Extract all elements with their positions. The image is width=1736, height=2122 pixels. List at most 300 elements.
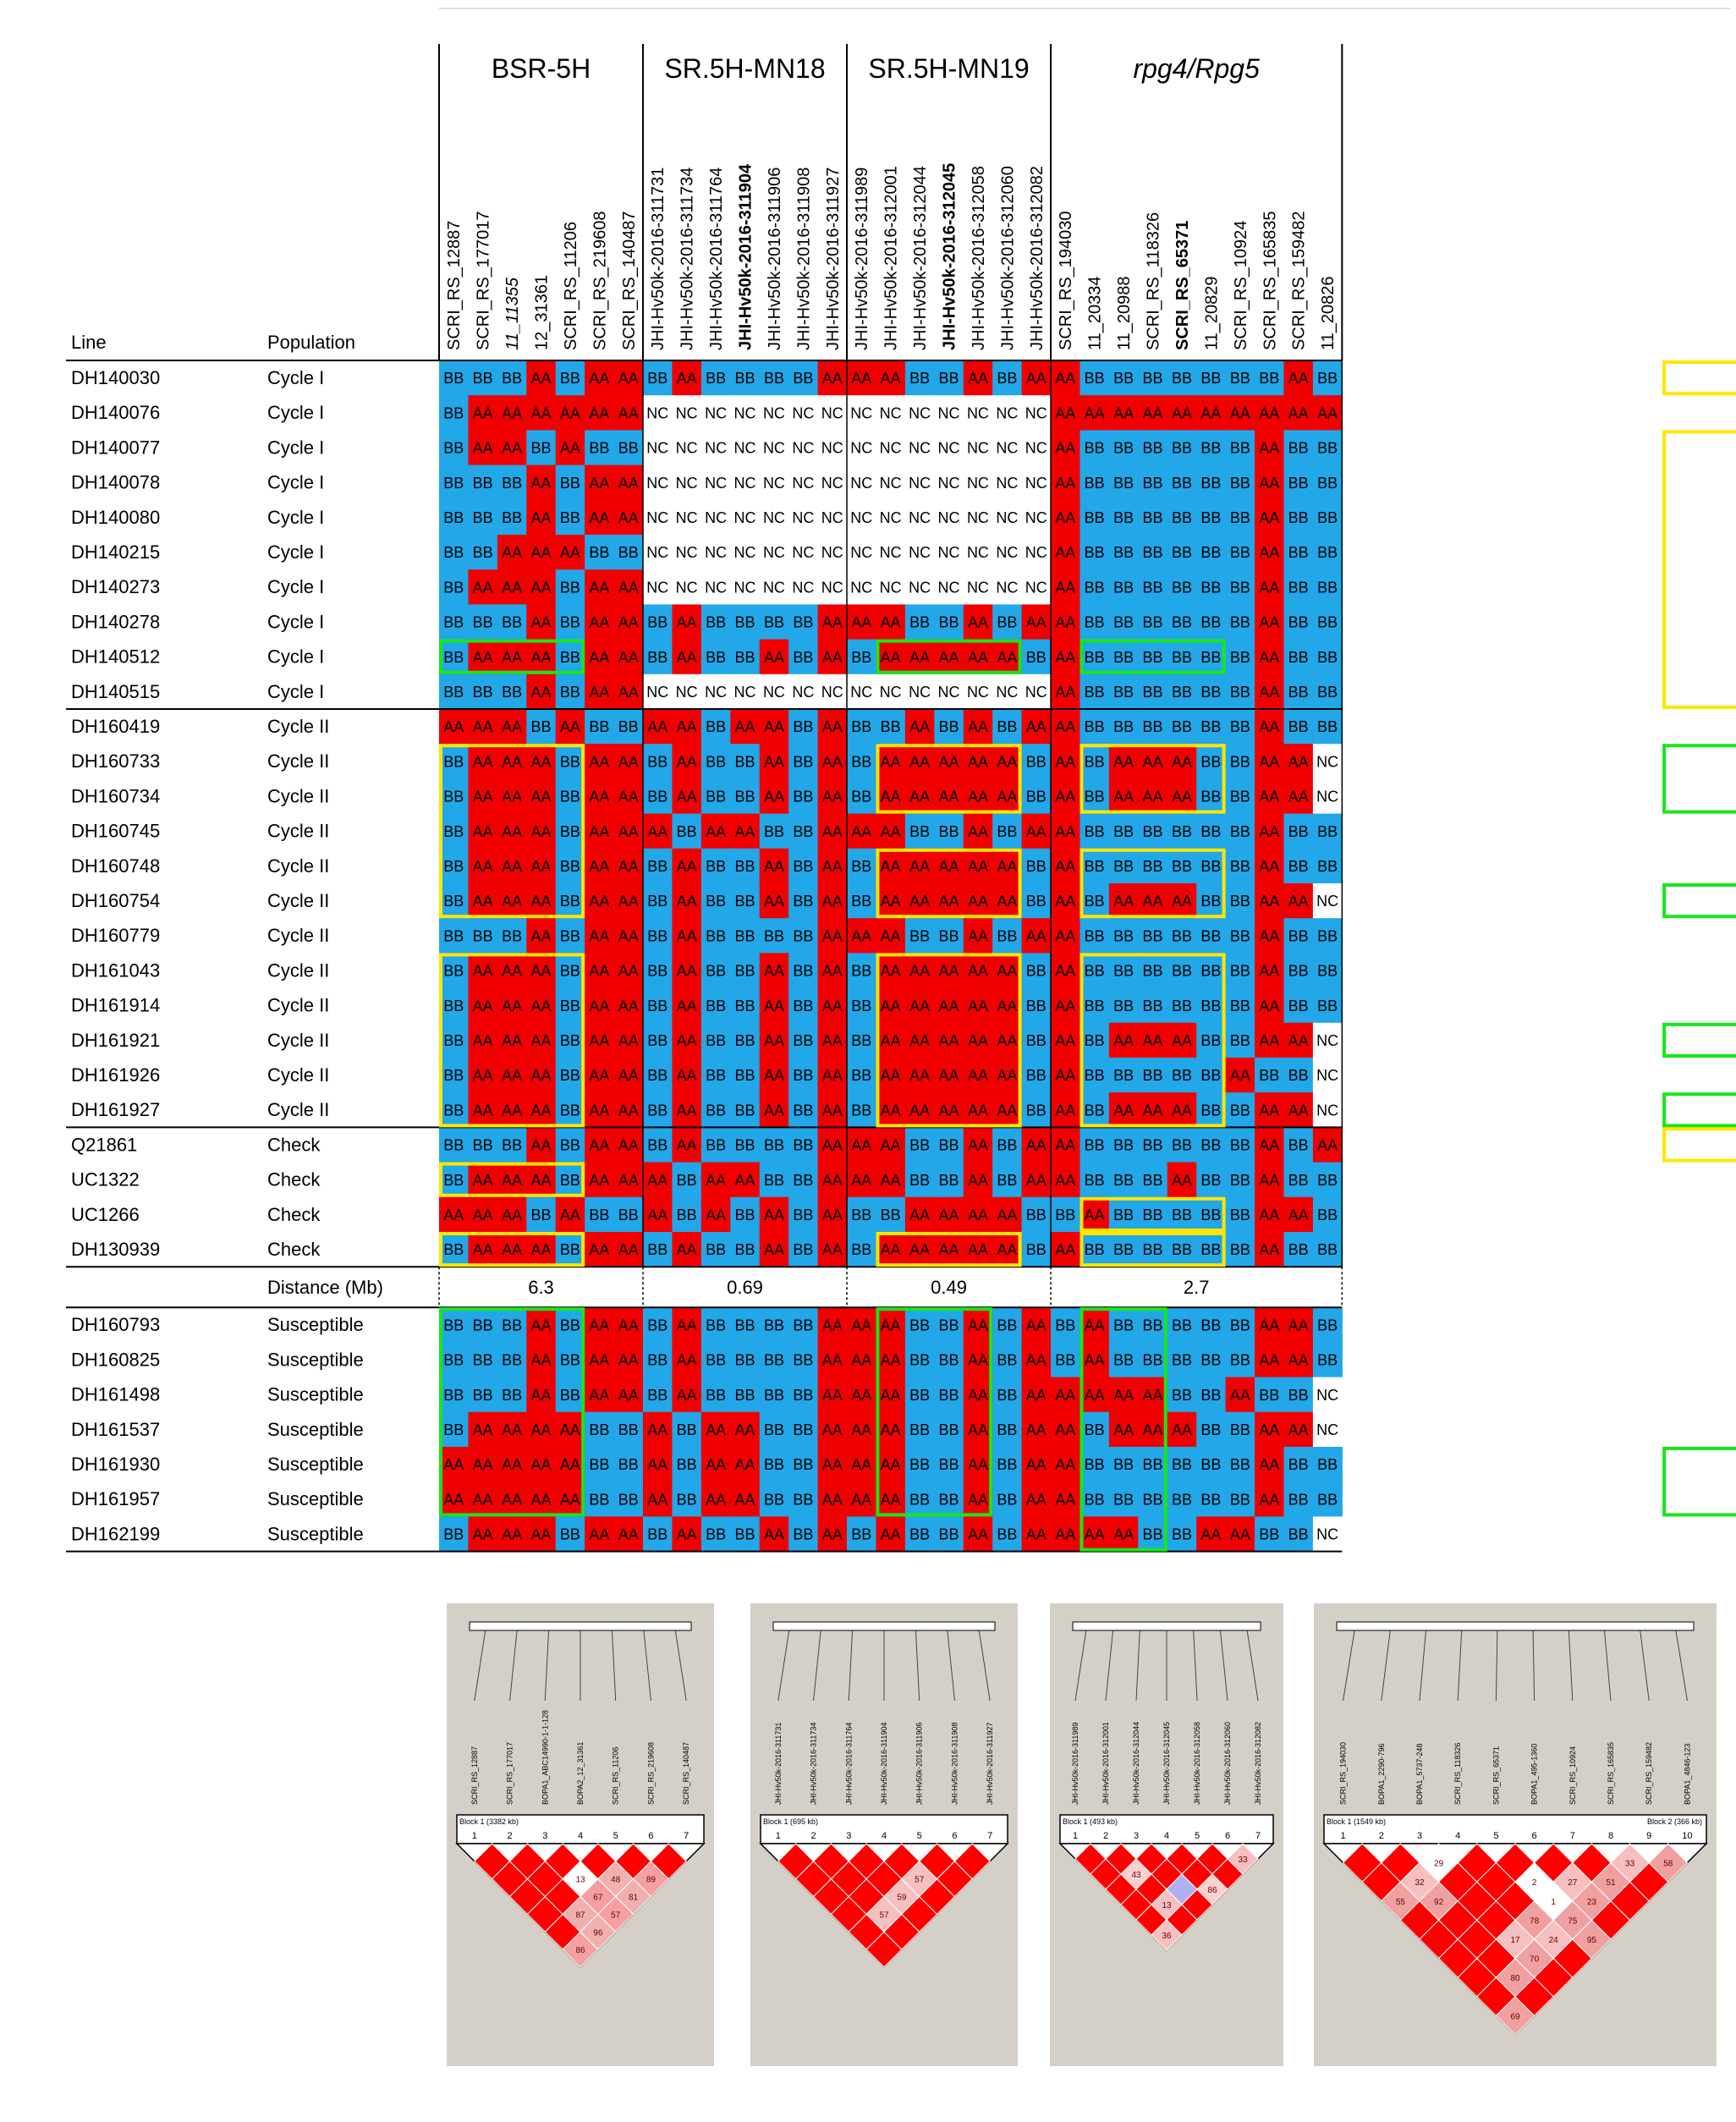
genotype-label: BB (793, 927, 814, 945)
genotype-label: AA (1055, 857, 1076, 875)
genotype-label: AA (530, 370, 552, 388)
rpg-ld-index: 7 (1569, 1831, 1575, 1841)
genotype-label: AA (618, 962, 639, 980)
genotype-label: BB (1171, 1351, 1192, 1369)
genotype-label: BB (734, 788, 755, 805)
genotype-label: BB (1113, 370, 1134, 388)
genotype-label: AA (821, 1206, 843, 1223)
genotype-label: BB (909, 822, 931, 840)
genotype-label: AA (1055, 718, 1076, 736)
genotype-label: AA (618, 648, 639, 666)
mn19-ld-tick (1106, 1630, 1113, 1701)
genotype-label: AA (851, 1136, 872, 1154)
genotype-label: AA (967, 788, 988, 805)
line-name: DH160793 (71, 1314, 161, 1336)
genotype-label: AA (1055, 1241, 1076, 1259)
genotype-label: AA (1113, 788, 1134, 805)
genotype-label: BB (1113, 579, 1134, 596)
genotype-label: AA (589, 1317, 610, 1334)
genotype-label: BB (1142, 1171, 1163, 1189)
population-name: Cycle II (267, 820, 330, 842)
genotype-label: AA (1259, 1456, 1280, 1474)
marker-label: JHI-Hv50k-2016-311989 (853, 167, 872, 350)
genotype-label: BB (938, 1171, 959, 1189)
rpg-ld-index: 4 (1455, 1831, 1461, 1841)
genotype-label: AA (909, 893, 931, 910)
genotype-label: BB (1084, 579, 1105, 596)
genotype-label: BB (793, 613, 814, 631)
genotype-label: BB (997, 1456, 1018, 1474)
genotype-label: AA (676, 927, 697, 945)
genotype-label: BB (676, 1171, 697, 1189)
rpg-ld-ld-value: 32 (1415, 1878, 1425, 1888)
genotype-label: AA (1288, 1031, 1309, 1049)
genotype-label: AA (909, 1067, 931, 1085)
genotype-label: AA (1259, 1206, 1280, 1223)
line-name: DH160745 (71, 820, 161, 842)
genotype-label: NC (792, 579, 815, 596)
genotype-label: BB (1084, 683, 1105, 701)
genotype-label: AA (589, 1102, 610, 1119)
genotype-label: AA (530, 1136, 552, 1154)
genotype-label: AA (472, 1171, 493, 1189)
genotype-label: AA (1055, 1386, 1076, 1404)
genotype-label: AA (1055, 474, 1076, 492)
genotype-label: AA (1055, 822, 1076, 840)
genotype-label: NC (705, 474, 728, 492)
genotype-label: BB (1113, 962, 1134, 980)
genotype-label: BB (1084, 997, 1105, 1014)
genotype-label: AA (530, 1317, 552, 1334)
genotype-label: BB (793, 1031, 814, 1049)
bsr5h-ld-ld-value: 81 (629, 1893, 639, 1903)
genotype-label: NC (733, 404, 756, 422)
genotype-label: NC (996, 579, 1019, 596)
genotype-label: BB (502, 474, 523, 492)
genotype-label: BB (1288, 927, 1309, 945)
rpg-ld-marker: BOPA1_4846-123 (1683, 1743, 1692, 1805)
genotype-label: NC (996, 544, 1019, 562)
bsr5h-ld-tick (475, 1630, 486, 1701)
bsr5h-ld-marker: SCRI_RS_219608 (646, 1741, 656, 1805)
genotype-label: AA (997, 857, 1018, 875)
bsr5h-ld-tick (612, 1630, 615, 1701)
genotype-label: BB (1142, 822, 1163, 840)
genotype-label: AA (1055, 648, 1076, 666)
genotype-label: NC (705, 544, 728, 562)
genotype-label: BB (706, 997, 727, 1014)
line-name: DH161927 (71, 1099, 161, 1121)
genotype-label: BB (1084, 718, 1105, 736)
genotype-label: NC (1025, 579, 1047, 596)
genotype-label: AA (967, 1317, 988, 1334)
line-name: DH161537 (71, 1418, 161, 1440)
genotype-label: BB (618, 1206, 639, 1223)
genotype-label: AA (1259, 509, 1280, 526)
genotype-label: AA (1200, 404, 1222, 422)
genotype-label: BB (502, 1386, 523, 1404)
genotype-label: NC (996, 439, 1019, 457)
line-name: DH160779 (71, 925, 161, 947)
genotype-label: BB (559, 1351, 580, 1369)
genotype-label: BB (443, 1171, 464, 1189)
genotype-label: AA (530, 1031, 552, 1049)
genotype-label: AA (530, 1386, 552, 1404)
population-heading: Population (267, 332, 355, 353)
genotype-label: BB (618, 544, 639, 562)
genotype-label: AA (1259, 718, 1280, 736)
genotype-label: AA (1259, 1102, 1280, 1119)
genotype-label: BB (1200, 1456, 1222, 1474)
genotype-label: BB (1229, 962, 1250, 980)
genotype-label: BB (1084, 1421, 1105, 1438)
rpg-ld-marker: BOPA1_2290-796 (1376, 1743, 1386, 1805)
genotype-label: AA (734, 1491, 755, 1509)
genotype-label: AA (530, 579, 552, 596)
genotype-label: AA (1025, 1136, 1047, 1154)
genotype-label: AA (502, 753, 523, 771)
genotype-label: BB (559, 648, 580, 666)
genotype-label: NC (909, 579, 931, 596)
genotype-label: BB (559, 1241, 580, 1259)
mn19-ld-index: 3 (1133, 1831, 1140, 1841)
genotype-label: BB (1259, 1386, 1280, 1404)
genotype-label: BB (1317, 962, 1338, 980)
genotype-label: AA (1259, 613, 1280, 631)
genotype-label: BB (706, 753, 727, 771)
rpg-ld-marker: BOPA1_5737-248 (1415, 1743, 1424, 1805)
genotype-label: AA (763, 857, 784, 875)
genotype-label: BB (1317, 1206, 1338, 1223)
genotype-label: BB (1288, 439, 1309, 457)
genotype-label: AA (880, 1102, 901, 1119)
genotype-label: AA (1259, 683, 1280, 701)
genotype-label: BB (763, 822, 784, 840)
marker-label: SCRI_RS_12887 (445, 220, 464, 350)
genotype-label: BB (1229, 1421, 1250, 1438)
genotype-label: AA (559, 718, 580, 736)
genotype-label: AA (1288, 370, 1309, 388)
genotype-label: BB (1113, 927, 1134, 945)
genotype-label: AA (1113, 1102, 1134, 1119)
genotype-label: BB (1288, 1386, 1309, 1404)
genotype-label: BB (734, 1136, 755, 1154)
genotype-label: BB (618, 1456, 639, 1474)
genotype-label: AA (1142, 404, 1163, 422)
genotype-label: AA (1055, 509, 1076, 526)
genotype-label: AA (997, 962, 1018, 980)
marker-label: SCRI_RS_118326 (1144, 212, 1163, 350)
genotype-label: AA (967, 1456, 988, 1474)
genotype-label: NC (733, 579, 756, 596)
genotype-label: BB (706, 1526, 727, 1543)
genotype-label: AA (997, 788, 1018, 805)
haplotype-highlight (1664, 1129, 1736, 1160)
genotype-label: NC (705, 509, 728, 526)
genotype-label: AA (1259, 857, 1280, 875)
genotype-label: AA (502, 648, 523, 666)
genotype-label: AA (938, 1031, 959, 1049)
bsr5h-ld-index: 6 (648, 1831, 654, 1841)
genotype-label: BB (443, 1067, 464, 1085)
genotype-label: AA (1055, 1102, 1076, 1119)
mn18-ld-index: 4 (881, 1831, 887, 1841)
mn18-ld-marker: JHI-Hv50k-2016-311908 (950, 1722, 959, 1805)
genotype-label: AA (472, 753, 493, 771)
genotype-label: AA (589, 509, 610, 526)
genotype-label: NC (996, 474, 1019, 492)
genotype-label: BB (1317, 1241, 1338, 1259)
genotype-label: AA (1171, 1171, 1192, 1189)
genotype-label: AA (880, 1031, 901, 1049)
genotype-label: AA (1259, 997, 1280, 1014)
genotype-label: AA (938, 788, 959, 805)
genotype-label: AA (1259, 579, 1280, 596)
genotype-label: AA (618, 509, 639, 526)
genotype-label: NC (646, 474, 669, 492)
mn18-ld-tick (778, 1630, 789, 1701)
genotype-label: BB (589, 1456, 610, 1474)
marker-label: SCRI_RS_219608 (591, 211, 610, 350)
genotype-label: AA (880, 1526, 901, 1543)
genotype-label: BB (1142, 962, 1163, 980)
haplotype-highlight (1664, 1449, 1736, 1515)
rpg-ld-ld-value: 51 (1606, 1878, 1616, 1888)
line-name: DH161914 (71, 994, 161, 1016)
genotype-label: NC (966, 509, 989, 526)
population-name: Cycle II (267, 925, 330, 947)
genotype-label: BB (1055, 1317, 1076, 1334)
population-name: Cycle I (267, 471, 325, 493)
genotype-label: NC (909, 439, 931, 457)
genotype-label: BB (734, 1526, 755, 1543)
genotype-label: BB (851, 648, 872, 666)
genotype-label: AA (1055, 404, 1076, 422)
genotype-label: BB (559, 927, 580, 945)
genotype-label: BB (997, 613, 1018, 631)
genotype-label: BB (1084, 474, 1105, 492)
genotype-label: BB (1142, 927, 1163, 945)
mn18-ld-tick (915, 1630, 919, 1701)
genotype-label: BB (1142, 1241, 1163, 1259)
genotype-label: AA (676, 1386, 697, 1404)
genotype-label: BB (1317, 613, 1338, 631)
genotype-label: NC (879, 404, 902, 422)
genotype-label: AA (821, 857, 843, 875)
genotype-label: AA (821, 893, 843, 910)
genotype-label: AA (676, 1526, 697, 1543)
genotype-label: NC (705, 404, 728, 422)
bsr5h-ld-ld-value: 13 (575, 1875, 585, 1885)
genotype-label: BB (1229, 509, 1250, 526)
genotype-label: AA (676, 613, 697, 631)
haplotype-highlight (1664, 1094, 1736, 1125)
ld-panel-bsr5h (447, 1603, 714, 2066)
rpg-ld-block-label: Block 1 (1549 kb) (1327, 1817, 1387, 1826)
genotype-label: AA (618, 404, 639, 422)
region-title-2: SR.5H-MN19 (868, 53, 1030, 84)
genotype-label: BB (443, 1102, 464, 1119)
genotype-label: BB (1084, 648, 1105, 666)
genotype-label: AA (589, 1031, 610, 1049)
genotype-label: BB (647, 753, 668, 771)
mn19-ld-tick (1136, 1630, 1140, 1701)
genotype-label: BB (1229, 893, 1250, 910)
genotype-label: BB (909, 613, 931, 631)
genotype-label: AA (821, 1171, 843, 1189)
genotype-label: BB (443, 753, 464, 771)
genotype-label: AA (618, 1526, 639, 1543)
genotype-label: BB (559, 962, 580, 980)
genotype-label: BB (1171, 1241, 1192, 1259)
marker-label: 11_11355 (503, 277, 523, 350)
genotype-label: AA (472, 857, 493, 875)
marker-label: JHI-Hv50k-2016-311904 (736, 163, 755, 350)
genotype-label: NC (675, 509, 698, 526)
genotype-label: BB (1200, 962, 1222, 980)
genotype-label: BB (763, 1136, 784, 1154)
genotype-label: BB (1171, 1526, 1192, 1543)
genotype-label: BB (1200, 1136, 1222, 1154)
genotype-label: BB (734, 857, 755, 875)
genotype-label: AA (967, 718, 988, 736)
genotype-label: BB (589, 718, 610, 736)
marker-label: JHI-Hv50k-2016-311906 (765, 167, 784, 350)
genotype-label: AA (909, 1102, 931, 1119)
bsr5h-ld-ld-value: 89 (646, 1875, 656, 1885)
rpg-ld-index: 10 (1682, 1831, 1693, 1841)
bsr5h-ld-tick (545, 1630, 548, 1701)
genotype-label: BB (1025, 1102, 1047, 1119)
population-name: Cycle II (267, 1064, 330, 1086)
genotype-label: BB (734, 927, 755, 945)
genotype-label: AA (763, 648, 784, 666)
genotype-label: AA (1259, 893, 1280, 910)
genotype-label: BB (909, 1421, 931, 1438)
marker-label: SCRI_RS_140487 (619, 211, 639, 350)
genotype-label: AA (502, 1102, 523, 1119)
genotype-label: AA (997, 1031, 1018, 1049)
genotype-label: BB (997, 1136, 1018, 1154)
rpg-ld-ld-value: 17 (1510, 1936, 1520, 1945)
genotype-label: AA (530, 683, 552, 701)
mn19-ld-ld-value: 33 (1238, 1855, 1248, 1865)
line-name: DH160754 (71, 890, 161, 912)
genotype-label: AA (880, 1171, 901, 1189)
genotype-label: AA (763, 718, 784, 736)
genotype-label: BB (1171, 1317, 1192, 1334)
genotype-label: AA (502, 1206, 523, 1223)
genotype-label: BB (938, 1317, 959, 1334)
genotype-label: NC (1316, 788, 1339, 805)
genotype-label: BB (1200, 509, 1222, 526)
rpg-ld-ld-value: 78 (1530, 1916, 1540, 1927)
genotype-label: BB (706, 962, 727, 980)
genotype-label: AA (851, 927, 872, 945)
genotype-label: BB (1229, 648, 1250, 666)
genotype-label: NC (850, 439, 873, 457)
genotype-label: BB (647, 1351, 668, 1369)
mn18-ld-tick (979, 1630, 990, 1701)
genotype-label: BB (1200, 1171, 1222, 1189)
genotype-label: BB (938, 718, 959, 736)
genotype-label: AA (1259, 544, 1280, 562)
genotype-label: AA (1055, 613, 1076, 631)
genotype-label: BB (1200, 544, 1222, 562)
genotype-label: AA (1259, 474, 1280, 492)
genotype-label: BB (559, 370, 580, 388)
genotype-label: NC (850, 579, 873, 596)
genotype-label: AA (618, 997, 639, 1014)
genotype-label: AA (967, 613, 988, 631)
genotype-label: BB (1200, 1317, 1222, 1334)
genotype-label: BB (559, 579, 580, 596)
genotype-label: BB (589, 1206, 610, 1223)
genotype-label: AA (1055, 544, 1076, 562)
genotype-label: AA (967, 370, 988, 388)
genotype-label: AA (676, 1031, 697, 1049)
genotype-label: AA (851, 1386, 872, 1404)
genotype-label: BB (851, 962, 872, 980)
genotype-label: AA (472, 1067, 493, 1085)
genotype-label: BB (1025, 1067, 1047, 1085)
genotype-label: AA (997, 1241, 1018, 1259)
genotype-label: BB (1288, 474, 1309, 492)
genotype-label: BB (589, 544, 610, 562)
genotype-label: AA (967, 648, 988, 666)
genotype-label: AA (851, 1491, 872, 1509)
genotype-label: AA (1025, 1171, 1047, 1189)
genotype-label: AA (967, 1526, 988, 1543)
rpg-ld-tick (1640, 1630, 1650, 1701)
genotype-label: AA (589, 788, 610, 805)
genotype-label: NC (850, 509, 873, 526)
genotype-label: AA (1025, 370, 1047, 388)
genotype-label: AA (1288, 404, 1309, 422)
genotype-label: BB (1259, 1526, 1280, 1543)
genotype-label: BB (647, 962, 668, 980)
genotype-label: AA (821, 788, 843, 805)
genotype-label: BB (1229, 474, 1250, 492)
rpg-ld-tick (1420, 1630, 1426, 1701)
line-name: DH140030 (71, 367, 161, 389)
genotype-label: AA (880, 788, 901, 805)
mn18-ld-ld-value: 57 (915, 1875, 925, 1885)
genotype-label: NC (675, 579, 698, 596)
genotype-label: AA (1055, 370, 1076, 388)
genotype-label: NC (909, 683, 931, 701)
mn19-ld-marker: JHI-Hv50k-2016-312082 (1254, 1721, 1262, 1805)
bsr5h-ld-index: 2 (507, 1831, 513, 1841)
genotype-label: AA (589, 962, 610, 980)
mn18-ld-index: 3 (846, 1831, 852, 1841)
marker-label: JHI-Hv50k-2016-311908 (794, 167, 814, 350)
line-name: DH160748 (71, 855, 161, 877)
genotype-label: BB (763, 613, 784, 631)
genotype-label: BB (1171, 613, 1192, 631)
genotype-label: AA (1055, 1031, 1076, 1049)
population-name: Cycle II (267, 855, 330, 877)
genotype-label: BB (1288, 648, 1309, 666)
genotype-label: BB (647, 648, 668, 666)
genotype-label: BB (443, 1526, 464, 1543)
genotype-label: BB (1229, 579, 1250, 596)
genotype-label: NC (879, 509, 902, 526)
genotype-label: BB (443, 1136, 464, 1154)
genotype-label: BB (1113, 1491, 1134, 1509)
genotype-label: BB (909, 1171, 931, 1189)
genotype-label: AA (618, 1102, 639, 1119)
